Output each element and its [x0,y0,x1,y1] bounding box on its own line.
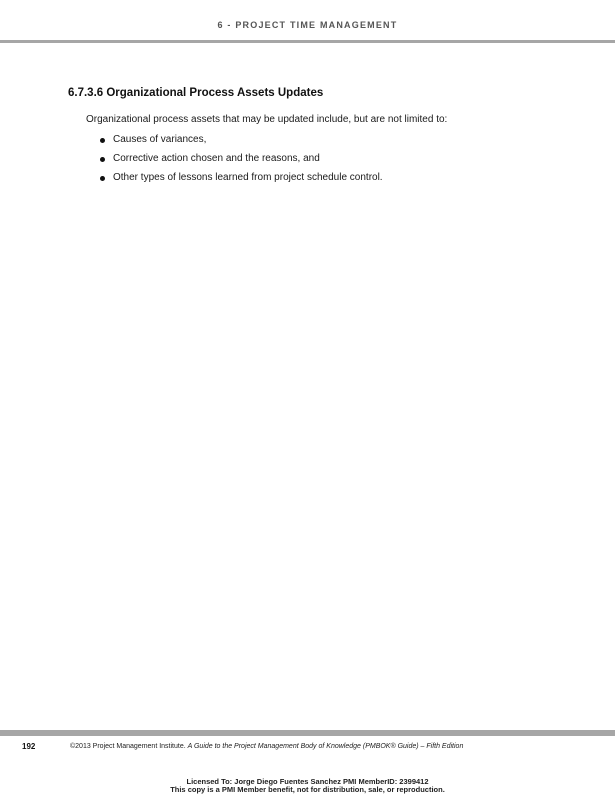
list-item [100,134,383,146]
bullet-icon [100,176,105,181]
list-item [100,172,383,184]
bullet-icon [100,138,105,143]
license-notice [0,778,615,794]
intro-paragraph: Organizational process assets that may be updated include, but are not limited to: [86,114,448,125]
license-line-2: This copy is a PMI Member benefit, not for distribution, sale, or reproduction. [170,785,445,794]
section-heading: 6.7.3.6 Organizational Process Assets Updates [68,87,324,99]
list-item-text: Corrective action chosen and the reasons, and [113,153,320,164]
list-item-text: Other types of lessons learned from project schedule control. [113,172,383,183]
list-item-text: Causes of variances, [113,134,207,145]
bullet-list [100,134,383,191]
list-item [100,153,383,165]
footer-citation [70,743,463,750]
header-rule [0,40,615,43]
running-header: 6 - PROJECT TIME MANAGEMENT [217,20,398,30]
bullet-icon [100,157,105,162]
license-line-1: Licensed To: Jorge Diego Fuentes Sanchez PMI MemberID: 2399412 [186,777,429,786]
book-title: A Guide to the Project Management Body of Knowledge (PMBOK® Guide) – Fifth Edition [187,743,464,750]
footer-rule [0,730,615,736]
copyright-text: ©2013 Project Management Institute. [70,743,186,750]
page-number: 192 [22,742,36,751]
